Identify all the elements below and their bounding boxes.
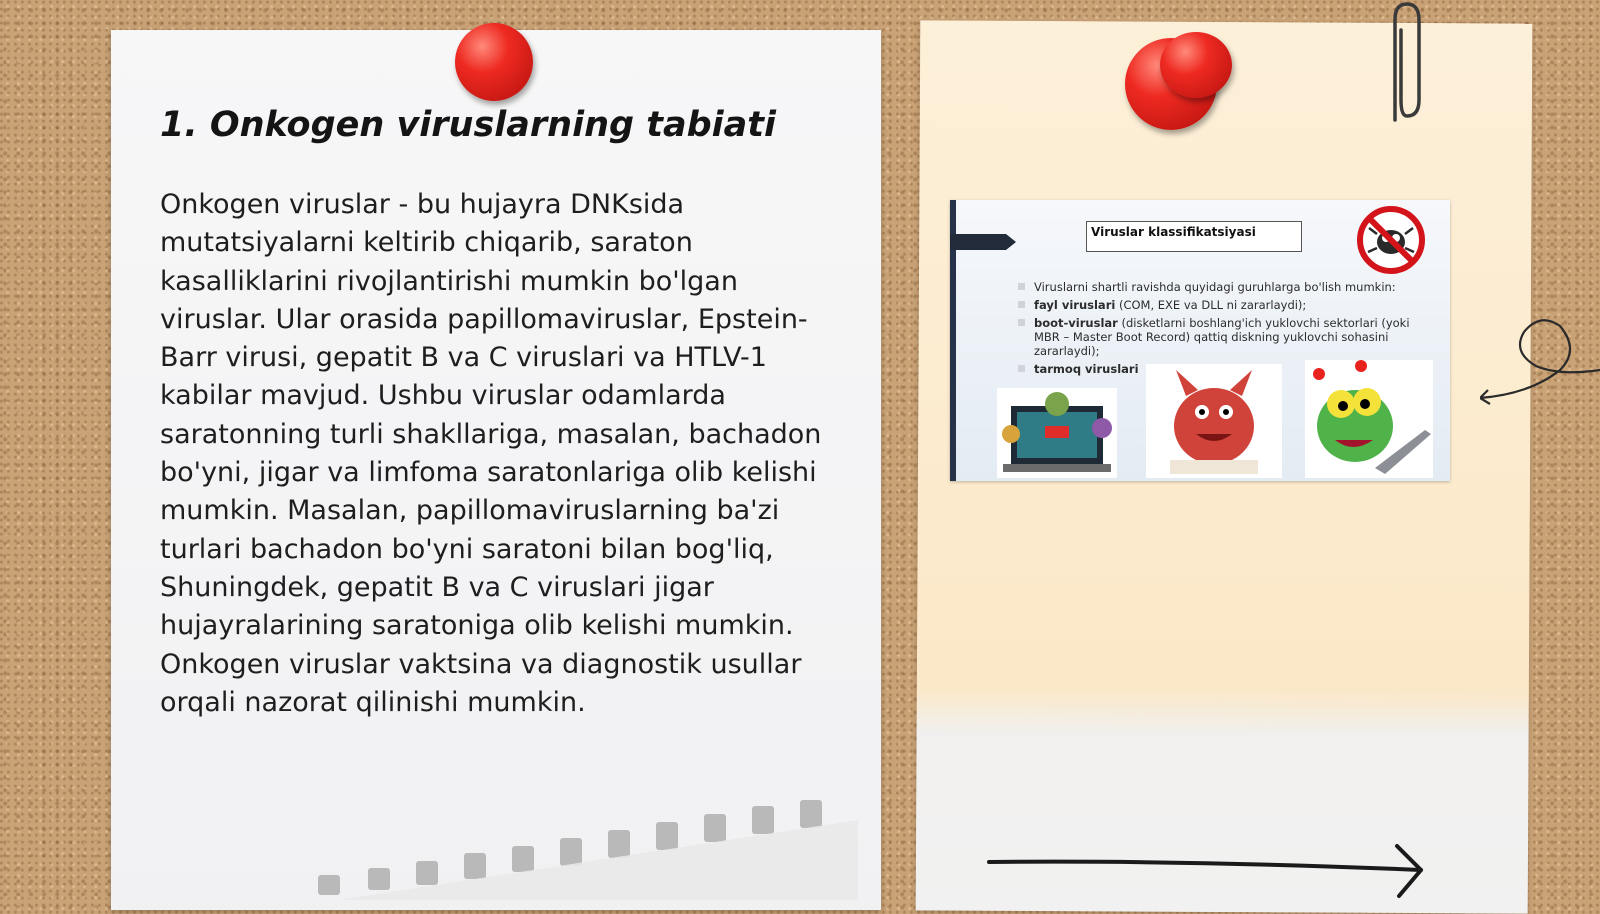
- no-virus-sign-icon: [1355, 204, 1427, 276]
- virus-laptop-illustration: [997, 388, 1117, 478]
- green-monster-laptop-illustration: [1305, 360, 1433, 478]
- slide-bullet-bold: fayl viruslari: [1034, 298, 1116, 312]
- slide-bullet: [1018, 316, 1438, 358]
- section-body-text: Onkogen viruslar - bu hujayra DNKsida mutatsiyalarni keltirib chiqarib, saraton kasalliklarini rivojlantirishi mumkin bo'lgan viruslar. Ular orasida papillomaviruslar, Epstein-Barr virusi, gepatit B va C viruslari va HTLV-1 kabilar mavjud. Ushbu viruslar odamlarda saratonning turli shakllariga, masalan, bachadon bo'yni, jigar va limfoma saratonlariga olib kelishi mumkin. Masalan, papillomaviruslarning ba'zi turlari bachadon bo'yni saratoni bilan bog'liq, Shuningdek, gepatit B va C viruslari jigar hujayralarining saratoniga olib kelishi mumkin. Onkogen viruslar vaktsina va diagnostik usullar orqali nazorat qilinishi mumkin.: [160, 189, 822, 718]
- slide-bullet-text: (COM, EXE va DLL ni zararlaydi);: [1115, 298, 1307, 312]
- red-pushpin-right-front: [1160, 32, 1232, 98]
- paperclip-icon: [1375, 0, 1425, 130]
- slide-bullet: [1018, 298, 1438, 312]
- right-arrow-icon: [985, 840, 1435, 900]
- virus-classification-slide-image: [950, 200, 1450, 481]
- section-title: 1. Onkogen viruslarning tabiati: [160, 105, 776, 145]
- slide-bullet-text: (disketlarni boshlang'ich yuklovchi sektorlari (yoki MBR – Master Boot Record) qattiq diskning yuklovchi sohasini zararlaydi);: [1034, 316, 1410, 358]
- slide-arrow-icon: [950, 230, 1020, 254]
- slide-bullet: [1018, 280, 1438, 294]
- slide-title: Viruslar klassifikatsiyasi: [1086, 221, 1302, 252]
- torn-perforation-decoration: [318, 800, 878, 900]
- slide-bullet-text: Viruslarni shartli ravishda quyidagi guruhlarga bo'lish mumkin:: [1034, 280, 1396, 294]
- red-pushpin-left: [455, 23, 533, 101]
- curly-arrow-doodle: [1480, 310, 1600, 410]
- slide-bullet-bold: boot-viruslar: [1034, 316, 1118, 330]
- red-monster-illustration: [1146, 364, 1282, 478]
- slide-bullet-bold: tarmoq viruslari: [1034, 362, 1139, 376]
